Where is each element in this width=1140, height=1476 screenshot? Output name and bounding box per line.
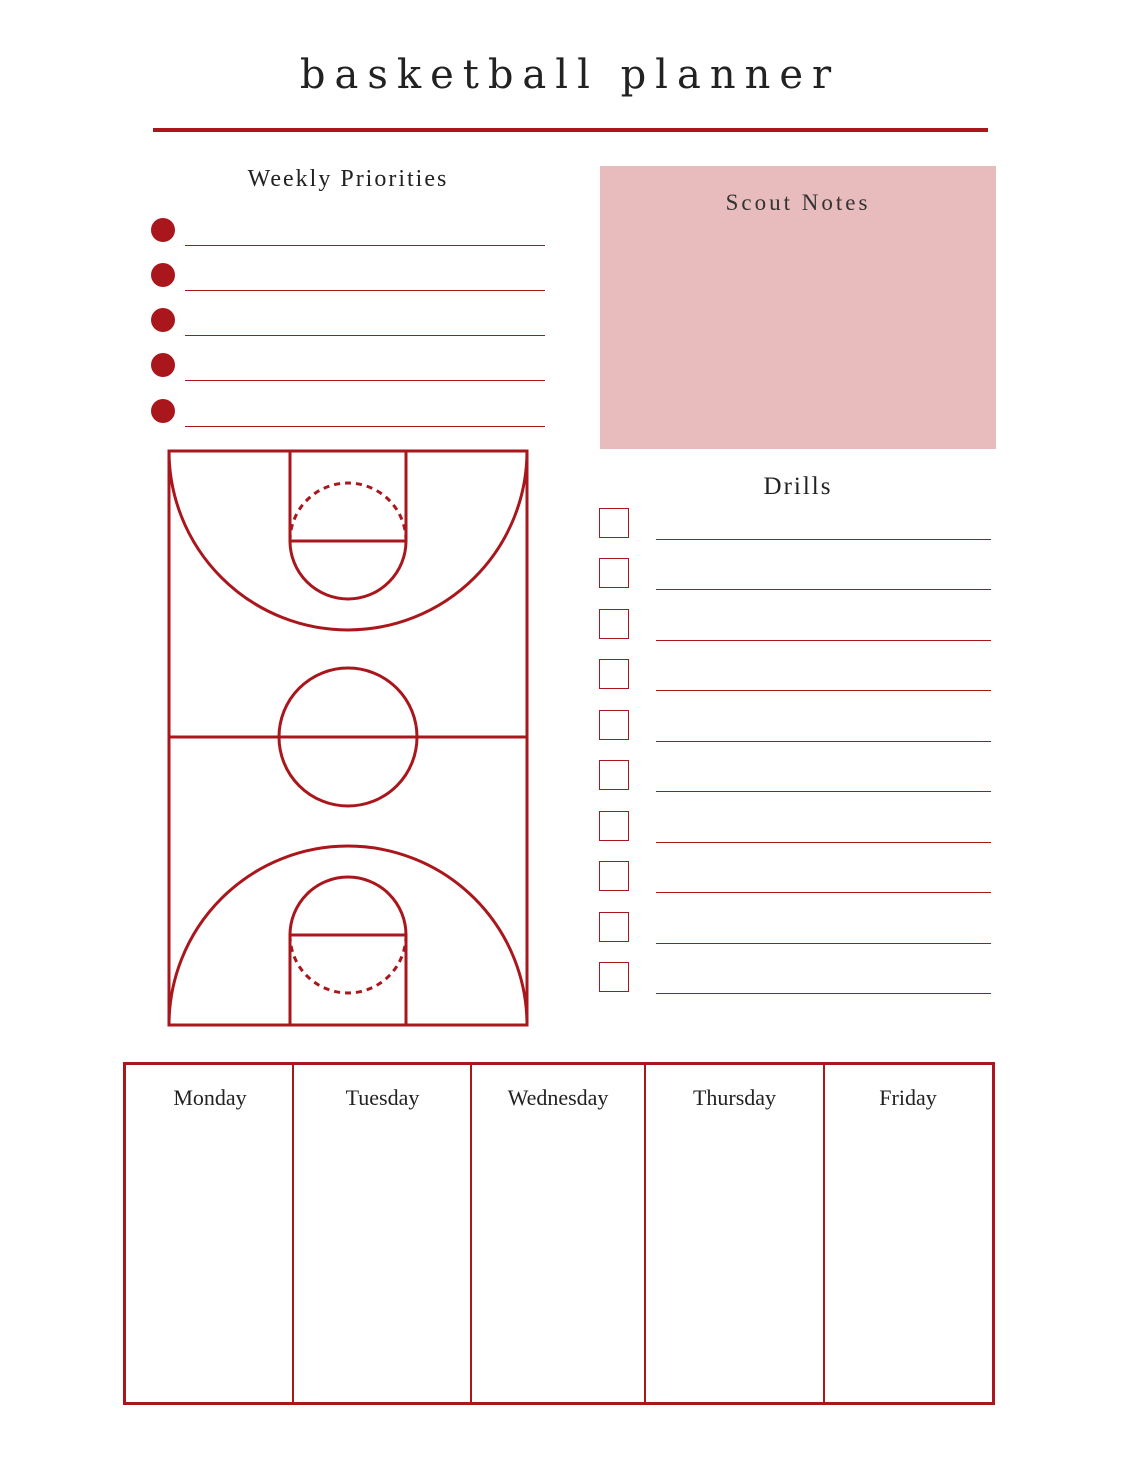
drill-item-2[interactable] [599,558,991,592]
checkbox[interactable] [599,508,629,538]
bottom-key [290,935,406,1025]
checkbox[interactable] [599,962,629,992]
scout-notes-title: Scout Notes [725,190,871,215]
day-column-tuesday[interactable] [294,1065,471,1402]
bullet-icon [151,218,175,242]
write-line [185,426,545,428]
checkbox[interactable] [599,609,629,639]
day-label: Tuesday [345,1085,420,1110]
day-column-wednesday[interactable] [471,1065,645,1402]
write-line [185,335,545,337]
drill-item-5[interactable] [599,710,991,744]
priority-item-3[interactable] [151,306,545,336]
checkbox[interactable] [599,760,629,790]
checkbox[interactable] [599,659,629,689]
weekly-priorities-title: Weekly Priorities [247,166,449,192]
day-label: Wednesday [507,1085,609,1110]
top-free-throw-circle [290,541,406,599]
top-free-throw-dashed [290,483,406,541]
checkbox[interactable] [599,710,629,740]
write-line [185,245,545,247]
write-line [656,943,991,945]
basketball-court-diagram [166,448,530,1028]
write-line [656,589,991,591]
drill-item-7[interactable] [599,811,991,845]
priority-item-5[interactable] [151,397,545,427]
bullet-icon [151,308,175,332]
priority-item-1[interactable] [151,216,545,246]
write-line [656,993,991,995]
checkbox[interactable] [599,811,629,841]
drill-item-6[interactable] [599,760,991,794]
write-line [185,380,545,382]
day-label: Friday [879,1085,937,1110]
top-key [290,451,406,541]
checkbox[interactable] [599,558,629,588]
write-line [656,741,991,743]
priority-item-2[interactable] [151,261,545,291]
priority-item-4[interactable] [151,351,545,381]
drill-item-10[interactable] [599,962,991,996]
write-line [656,892,991,894]
page-title: basketball planner [299,52,841,98]
day-label: Thursday [692,1085,777,1110]
title-divider [153,128,988,132]
drill-item-1[interactable] [599,508,991,542]
write-line [656,791,991,793]
bullet-icon [151,263,175,287]
checkbox[interactable] [599,861,629,891]
bottom-free-throw-circle [290,877,406,935]
day-column-monday[interactable] [126,1065,294,1402]
checkbox[interactable] [599,912,629,942]
weekly-schedule-table [123,1062,995,1405]
drill-item-4[interactable] [599,659,991,693]
day-column-thursday[interactable] [645,1065,824,1402]
drill-item-9[interactable] [599,912,991,946]
bullet-icon [151,399,175,423]
drill-item-3[interactable] [599,609,991,643]
scout-notes-box[interactable] [600,166,996,449]
drills-title: Drills [763,473,833,500]
write-line [656,842,991,844]
bullet-icon [151,353,175,377]
write-line [656,640,991,642]
write-line [656,539,991,541]
day-column-friday[interactable] [824,1065,992,1402]
bottom-free-throw-dashed [290,935,406,993]
drill-item-8[interactable] [599,861,991,895]
day-label: Monday [173,1085,247,1110]
write-line [185,290,545,292]
write-line [656,690,991,692]
